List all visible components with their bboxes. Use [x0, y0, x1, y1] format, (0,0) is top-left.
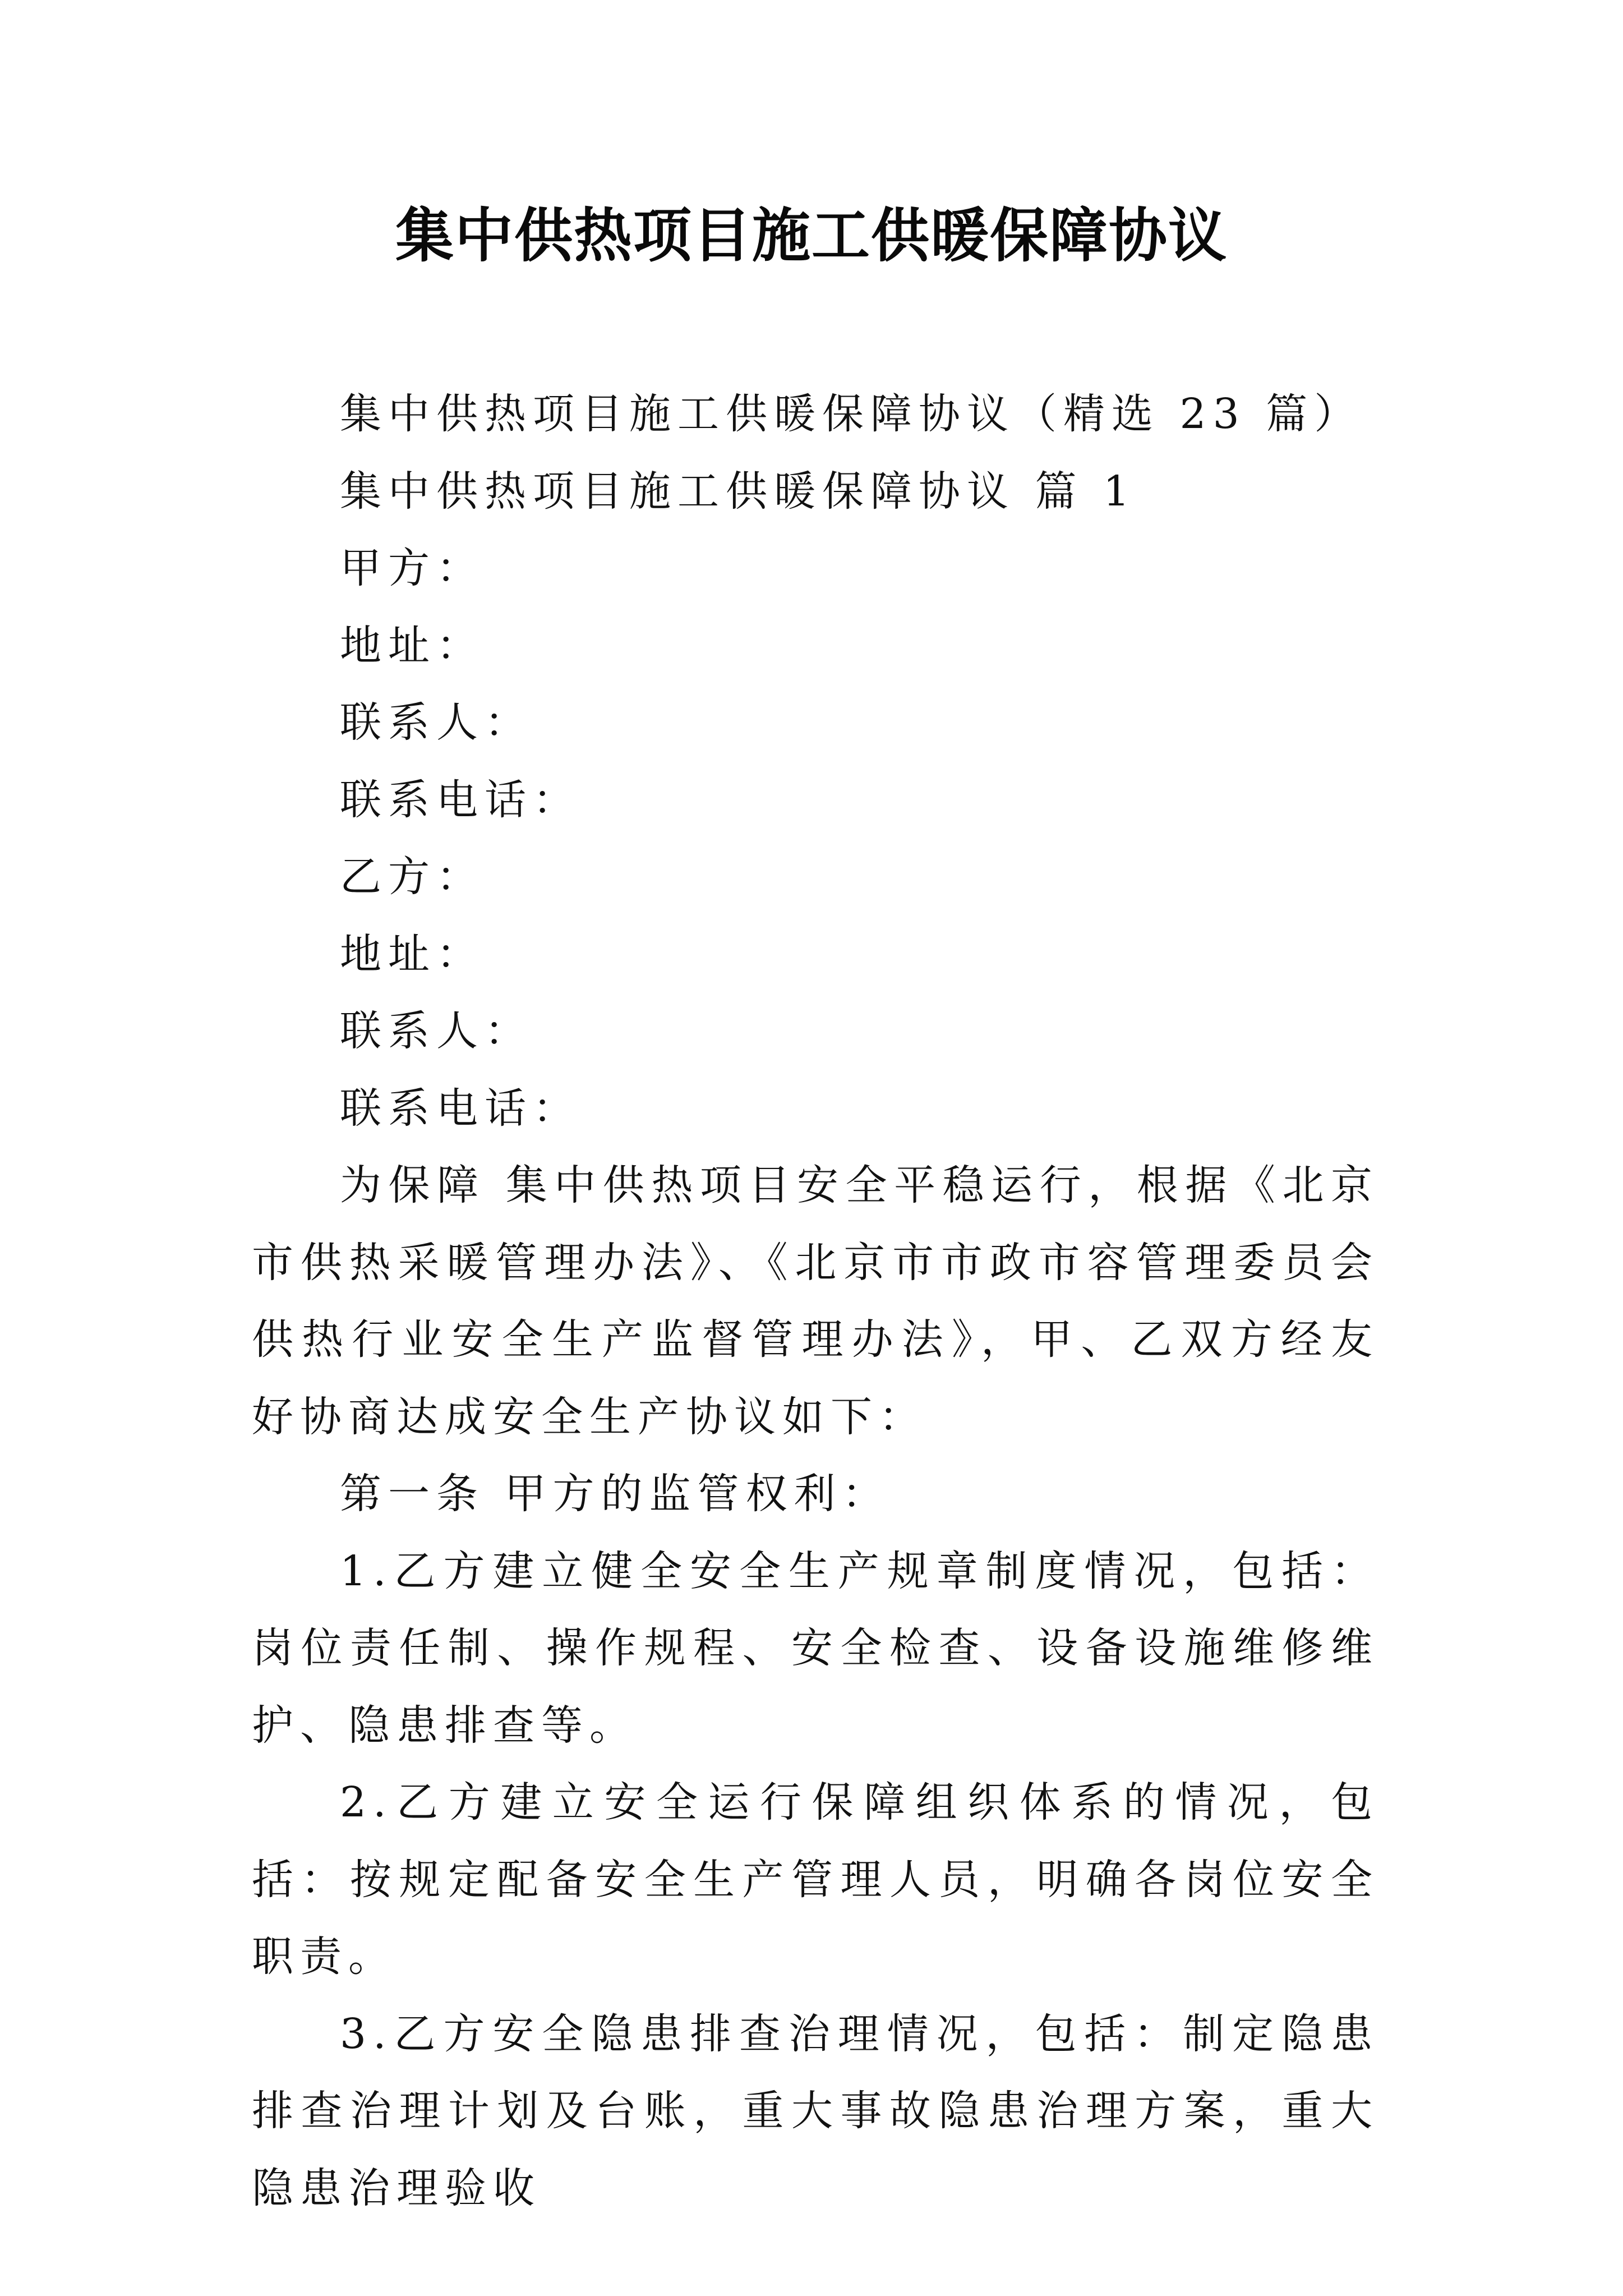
- party-b-phone: 联系电话：: [340, 1084, 581, 1133]
- party-a-phone: 联系电话：: [340, 775, 581, 824]
- article-1-heading: 第一条 甲方的监管权利：: [340, 1470, 891, 1518]
- party-a-contact: 联系人：: [340, 698, 533, 747]
- party-a-label: 甲方：: [340, 544, 485, 592]
- article-1-item-1: 1.乙方建立健全安全生产规章制度情况，包括：岗位责任制、操作规程、安全检查、设备设施维修维护、隐患排查等。: [252, 1547, 1379, 1750]
- document-title: 集中供热项目施工供暖保障协议: [395, 201, 1228, 270]
- party-b-contact: 联系人：: [340, 1007, 533, 1055]
- article-1-item-3: 3.乙方安全隐患排查治理情况，包括：制定隐患排查治理计划及台账，重大事故隐患治理方案，重大隐患治理验收: [252, 2009, 1379, 2212]
- party-b-address: 地址：: [340, 930, 485, 978]
- document-subtitle: 集中供热项目施工供暖保障协议（精选 23 篇）: [340, 390, 1363, 438]
- intro-paragraph: 为保障 集中供热项目安全平稳运行，根据《北京市供热采暖管理办法》、《北京市市政市容管理委员会供热行业安全生产监督管理办法》，甲、乙双方经友好协商达成安全生产协议如下：: [252, 1161, 1379, 1441]
- party-a-address: 地址：: [340, 621, 485, 670]
- party-b-label: 乙方：: [340, 853, 485, 901]
- section-heading: 集中供热项目施工供暖保障协议 篇 1: [340, 467, 1137, 516]
- document-body: [252, 376, 1379, 2227]
- article-1-item-2: 2.乙方建立安全运行保障组织体系的情况，包括：按规定配备安全生产管理人员，明确各岗位安全职责。: [252, 1778, 1379, 1981]
